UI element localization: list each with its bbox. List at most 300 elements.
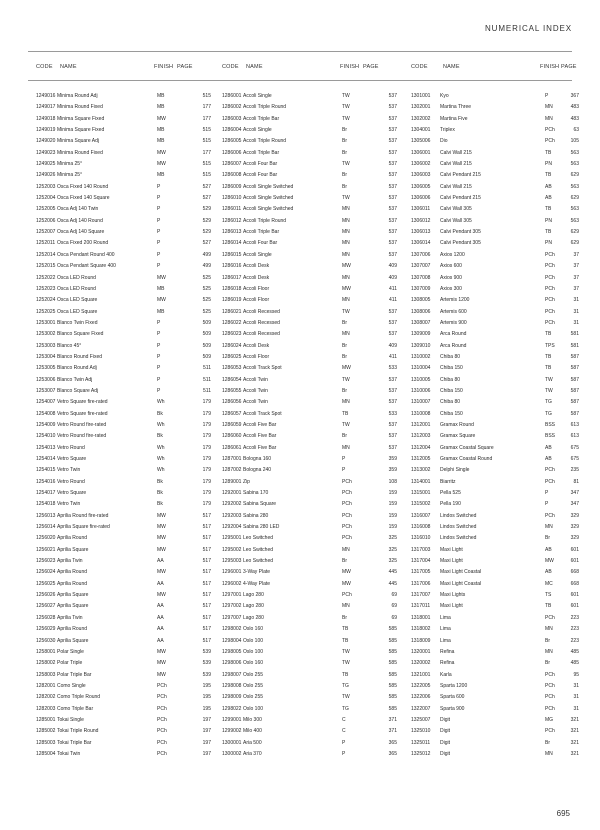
row-finish: TB: [342, 637, 349, 644]
row-page: 527: [202, 195, 211, 202]
row-code: 1317006: [411, 580, 431, 587]
table-row: [411, 556, 579, 567]
row-code: 1252003: [36, 183, 56, 190]
row-finish: Br: [545, 660, 550, 667]
row-code: 1309010: [411, 342, 431, 349]
row-finish: MB: [157, 138, 165, 145]
header-code: CODE: [36, 64, 53, 70]
row-name: Oslo 255: [243, 682, 264, 689]
row-page: 499: [202, 251, 211, 258]
row-name: Accoli Single: [243, 93, 272, 99]
row-name: Sabina Square: [243, 501, 277, 508]
row-finish: BSS: [545, 433, 556, 440]
table-row: [222, 579, 397, 590]
row-finish: Br: [342, 342, 347, 349]
table-row: [222, 170, 397, 181]
table-row: [222, 431, 397, 442]
table-row: [411, 443, 579, 454]
row-name: Delphi Single: [440, 467, 470, 474]
row-finish: MN: [342, 206, 350, 213]
row-name: Artemis 600: [440, 308, 467, 315]
table-row: [411, 624, 579, 635]
table-row: [411, 295, 579, 306]
row-finish: AA: [157, 626, 164, 633]
table-row: [411, 375, 579, 386]
row-name: Lago 280: [243, 603, 264, 610]
row-code: 1309009: [411, 331, 431, 338]
row-code: 1286009: [222, 183, 242, 190]
table-row: [222, 352, 397, 363]
table-row: [411, 533, 579, 544]
row-name: Sabina 280: [243, 512, 269, 519]
row-name: Vetro Twin: [57, 467, 81, 474]
row-page: 537: [388, 138, 397, 145]
row-name: Accoli Floor: [243, 285, 270, 292]
row-name: Blanco Round Fixed: [57, 353, 103, 360]
row-finish: TB: [545, 365, 552, 372]
table-row: [411, 511, 579, 522]
row-code: 1252007: [36, 229, 56, 236]
row-page: 517: [202, 580, 211, 587]
row-name: Triplex: [440, 127, 455, 134]
table-row: [222, 636, 397, 647]
row-name: Tokai Single: [57, 716, 84, 723]
table-row: [222, 556, 397, 567]
top-divider: [28, 51, 572, 52]
table-row: [222, 273, 397, 284]
row-page: 31: [573, 694, 579, 701]
row-finish: TB: [545, 206, 552, 213]
row-page: 517: [202, 524, 211, 531]
row-page: 563: [570, 217, 579, 224]
row-name: Osca Adj 140 Square: [57, 229, 105, 236]
row-finish: Br: [342, 149, 347, 156]
table-row: [222, 91, 397, 102]
row-page: 601: [570, 546, 579, 553]
row-page: 179: [202, 501, 211, 508]
row-finish: Br: [545, 535, 550, 542]
row-code: 1286011: [222, 206, 242, 213]
row-name: Oslo 255: [243, 671, 264, 678]
row-finish: MN: [342, 229, 350, 236]
row-page: 539: [202, 671, 211, 678]
table-row: [36, 624, 211, 635]
table-row: [36, 250, 211, 261]
table-row: [222, 499, 397, 510]
row-name: Accoli Track Spot: [243, 365, 282, 372]
row-code: 1310007: [411, 399, 431, 406]
row-code: 1256027: [36, 603, 56, 610]
row-code: 1322005: [411, 682, 431, 689]
row-code: 1286005: [222, 138, 242, 145]
table-row: [36, 420, 211, 431]
row-finish: TB: [545, 149, 552, 156]
row-page: 527: [202, 183, 211, 190]
table-row: [411, 352, 579, 363]
row-name: Blanco Square Adj: [57, 387, 99, 394]
row-code: 1308005: [411, 297, 431, 304]
row-page: 321: [570, 739, 579, 746]
row-page: 601: [570, 592, 579, 599]
row-code: 1286013: [222, 229, 242, 236]
table-row: [411, 114, 579, 125]
row-finish: MN: [342, 546, 350, 553]
row-page: 537: [388, 308, 397, 315]
table-row: [222, 136, 397, 147]
row-finish: BSS: [545, 421, 556, 428]
row-finish: TW: [342, 161, 350, 168]
row-name: Maxi Light: [440, 603, 463, 610]
row-name: Martina Five: [440, 115, 468, 122]
row-name: Accoli Triple Bar: [243, 149, 280, 156]
row-code: 1298009: [222, 694, 242, 701]
row-page: 675: [570, 444, 579, 451]
row-page: 587: [570, 399, 579, 406]
row-code: 1254010: [36, 433, 56, 440]
row-name: Aprilia Square: [57, 603, 89, 610]
row-finish: AA: [157, 614, 164, 621]
row-name: Digit: [440, 728, 451, 735]
row-name: Accoli Recessed: [243, 319, 280, 326]
row-code: 1249019: [36, 127, 56, 134]
row-page: 411: [389, 285, 397, 292]
table-row: [411, 170, 579, 181]
row-code: 1256028: [36, 614, 56, 621]
row-page: 329: [570, 524, 579, 531]
header-code: CODE: [222, 64, 239, 70]
table-row: [411, 238, 579, 249]
row-finish: PCh: [545, 467, 555, 474]
row-finish: P: [157, 319, 161, 326]
row-finish: P: [157, 195, 161, 202]
row-page: 367: [570, 93, 579, 99]
row-finish: Br: [342, 183, 347, 190]
row-page: 159: [388, 524, 397, 531]
table-row: [222, 454, 397, 465]
row-name: Accoli Twin: [243, 387, 268, 394]
table-row: [36, 318, 211, 329]
row-name: Gramax Square: [440, 433, 476, 440]
table-row: [222, 488, 397, 499]
table-row: [222, 102, 397, 113]
row-name: Axios 1200: [440, 251, 465, 258]
table-row: [411, 477, 579, 488]
row-page: 159: [388, 501, 397, 508]
row-finish: MW: [342, 365, 351, 372]
row-code: 1286055: [222, 387, 242, 394]
row-finish: P: [157, 206, 161, 213]
row-page: 529: [202, 229, 211, 236]
row-finish: PCh: [545, 263, 555, 270]
row-code: 1298004: [222, 637, 242, 644]
row-page: 537: [388, 421, 397, 428]
row-name: Aprilia Square: [57, 592, 89, 599]
row-code: 1297007: [222, 614, 242, 621]
row-finish: TG: [342, 682, 349, 689]
header-code: CODE: [411, 64, 428, 70]
row-finish: AB: [545, 195, 552, 202]
row-finish: MB: [157, 104, 165, 111]
table-row: [36, 499, 211, 510]
row-name: Martina Three: [440, 104, 472, 111]
row-name: Accoli Triple Round: [243, 138, 287, 145]
table-row: [36, 273, 211, 284]
table-row: [411, 670, 579, 681]
row-page: 517: [202, 512, 211, 519]
row-finish: P: [157, 376, 161, 383]
row-page: 69: [391, 603, 397, 610]
row-finish: Bk: [157, 490, 163, 497]
table-row: [36, 443, 211, 454]
table-row: [411, 307, 579, 318]
row-code: 1297001: [222, 592, 242, 599]
column-header: [222, 64, 397, 74]
row-name: Lago 280: [243, 592, 264, 599]
row-page: 537: [388, 433, 397, 440]
row-page: 585: [388, 705, 397, 712]
table-row: [36, 704, 211, 715]
row-code: 1254013: [36, 444, 56, 451]
row-code: 1252004: [36, 195, 56, 202]
table-row: [411, 125, 579, 136]
table-row: [36, 193, 211, 204]
row-finish: PCh: [342, 524, 352, 531]
row-page: 69: [391, 614, 397, 621]
row-name: Biarritz: [440, 478, 456, 485]
row-name: Calvi Pendant 305: [440, 240, 481, 247]
table-row: [222, 590, 397, 601]
row-finish: MW: [342, 263, 351, 270]
row-page: 179: [202, 478, 211, 485]
row-finish: MB: [157, 127, 165, 134]
header-page: PAGE: [363, 64, 379, 70]
row-name: Vetro Round fire-rated: [57, 421, 107, 428]
row-code: 1253001: [36, 319, 56, 326]
row-code: 1286008: [222, 172, 242, 179]
table-row: [411, 250, 579, 261]
row-finish: P: [545, 490, 549, 497]
row-name: Vetro Round: [57, 478, 85, 485]
row-name: Vetro Square fire-rated: [57, 399, 108, 406]
row-code: 1317004: [411, 558, 431, 565]
row-finish: P: [157, 365, 161, 372]
table-row: [411, 715, 579, 726]
row-page: 223: [570, 626, 579, 633]
row-name: Calvi Wall 215: [440, 183, 472, 190]
table-row: [36, 533, 211, 544]
row-page: 31: [573, 705, 579, 712]
row-code: 1286010: [222, 195, 242, 202]
row-name: Accoli Four Bar: [243, 161, 278, 168]
row-name: Accoli Four Bar: [243, 172, 278, 179]
row-finish: MN: [545, 524, 553, 531]
row-page: 537: [388, 319, 397, 326]
row-finish: TW: [545, 387, 553, 394]
row-name: Pella 525: [440, 490, 461, 497]
row-finish: MW: [157, 115, 166, 122]
row-code: 1306014: [411, 240, 431, 247]
row-page: 329: [570, 535, 579, 542]
row-finish: PCh: [545, 127, 555, 134]
row-finish: Wh: [157, 399, 165, 406]
row-page: 537: [388, 104, 397, 111]
row-page: 517: [202, 558, 211, 565]
table-row: [36, 261, 211, 272]
index-column-1: [36, 64, 211, 757]
row-code: 1258001: [36, 648, 56, 655]
table-row: [36, 488, 211, 499]
row-finish: PN: [545, 217, 552, 224]
table-row: [222, 227, 397, 238]
table-row: [36, 284, 211, 295]
row-finish: TB: [545, 331, 552, 338]
row-code: 1306001: [411, 149, 431, 156]
row-name: Sabina 170: [243, 490, 269, 497]
row-code: 1318001: [411, 614, 431, 621]
table-row: [411, 579, 579, 590]
row-page: 325: [388, 558, 397, 565]
table-row: [36, 182, 211, 193]
row-name: Axios 600: [440, 263, 462, 270]
table-row: [222, 329, 397, 340]
table-row: [36, 511, 211, 522]
table-row: [222, 386, 397, 397]
row-code: 1286019: [222, 297, 242, 304]
header-finish: FINISH: [154, 64, 174, 70]
row-finish: TW: [342, 421, 350, 428]
row-finish: PCh: [157, 694, 167, 701]
row-page: 177: [202, 115, 211, 122]
table-row: [36, 170, 211, 181]
row-name: Osca LED Square: [57, 297, 98, 304]
table-row: [411, 284, 579, 295]
row-code: 1298002: [222, 626, 242, 633]
row-page: 537: [388, 195, 397, 202]
header-divider: [28, 80, 572, 81]
row-code: 1282003: [36, 705, 56, 712]
row-page: 179: [202, 410, 211, 417]
row-finish: MN: [342, 331, 350, 338]
row-name: Digit: [440, 739, 451, 746]
table-row: [36, 692, 211, 703]
row-finish: P: [157, 217, 161, 224]
table-row: [222, 420, 397, 431]
table-row: [222, 318, 397, 329]
row-code: 1289001: [222, 478, 242, 485]
row-name: Vetro Round fire-rated: [57, 433, 107, 440]
row-page: 525: [202, 297, 211, 304]
table-row: [36, 363, 211, 374]
row-code: 1306003: [411, 172, 431, 179]
row-finish: P: [157, 251, 161, 258]
table-row: [222, 375, 397, 386]
row-page: 197: [202, 739, 211, 746]
table-row: [36, 159, 211, 170]
row-name: Oslo 100: [243, 637, 264, 644]
row-code: 1292004: [222, 524, 242, 531]
row-code: 1253006: [36, 376, 56, 383]
table-row: [411, 91, 579, 102]
row-page: 409: [388, 263, 397, 270]
row-page: 613: [570, 433, 579, 440]
row-name: Oslo 100: [243, 648, 264, 655]
row-name: Sparta 600: [440, 694, 465, 701]
row-code: 1256021: [36, 546, 56, 553]
row-code: 1315002: [411, 501, 431, 508]
row-code: 1253007: [36, 387, 56, 394]
row-page: 515: [202, 138, 211, 145]
row-finish: MW: [157, 648, 166, 655]
table-row: [411, 636, 579, 647]
row-name: Blanco Square Fixed: [57, 331, 104, 338]
header-name: NAME: [246, 64, 263, 70]
row-code: 1325007: [411, 716, 431, 723]
row-finish: AB: [545, 444, 552, 451]
row-page: 371: [388, 728, 397, 735]
table-row: [411, 749, 579, 760]
row-page: 179: [202, 467, 211, 474]
row-name: Digit: [440, 716, 451, 723]
row-name: Dio: [440, 138, 448, 145]
row-finish: C: [342, 716, 346, 723]
row-code: 1252024: [36, 297, 56, 304]
row-page: 613: [570, 421, 579, 428]
row-page: 515: [202, 127, 211, 134]
table-row: [222, 692, 397, 703]
row-finish: AB: [545, 183, 552, 190]
row-finish: MG: [545, 716, 554, 723]
row-finish: TW: [342, 115, 350, 122]
row-name: Chiba 150: [440, 365, 463, 372]
row-finish: AB: [545, 456, 552, 462]
row-name: Chiba 150: [440, 410, 463, 417]
row-name: 4-Way Plate: [243, 580, 271, 587]
table-row: [36, 307, 211, 318]
row-code: 1252025: [36, 308, 56, 315]
row-name: Lindos Switched: [440, 535, 477, 542]
row-code: 1286024: [222, 342, 242, 349]
row-finish: TB: [545, 229, 552, 236]
row-name: Accoli Triple Bar: [243, 115, 280, 122]
table-row: [36, 329, 211, 340]
row-name: Minima Round Fixed: [57, 104, 103, 111]
row-name: Maxi Light: [440, 546, 463, 553]
row-name: Pella 190: [440, 501, 461, 508]
row-page: 587: [570, 387, 579, 394]
row-name: Accoli Recessed: [243, 308, 280, 315]
row-name: Accoli Five Bar: [243, 421, 277, 428]
row-page: 359: [388, 467, 397, 474]
row-finish: AB: [545, 546, 552, 553]
row-name: Aprilia Square: [57, 546, 89, 553]
row-code: 1249017: [36, 104, 56, 111]
row-page: 529: [202, 217, 211, 224]
row-finish: PN: [545, 240, 552, 247]
row-code: 1286003: [222, 115, 242, 122]
row-code: 1254009: [36, 421, 56, 428]
row-finish: AA: [157, 637, 164, 644]
row-page: 223: [570, 614, 579, 621]
row-code: 1321001: [411, 671, 431, 678]
row-code: 1286015: [222, 251, 242, 258]
row-page: 69: [391, 592, 397, 599]
row-name: Calvi Wall 305: [440, 206, 472, 213]
row-finish: PCh: [157, 728, 167, 735]
table-row: [36, 375, 211, 386]
row-code: 1308007: [411, 319, 431, 326]
row-finish: MW: [157, 297, 166, 304]
row-name: Accoli Track Spot: [243, 410, 282, 417]
